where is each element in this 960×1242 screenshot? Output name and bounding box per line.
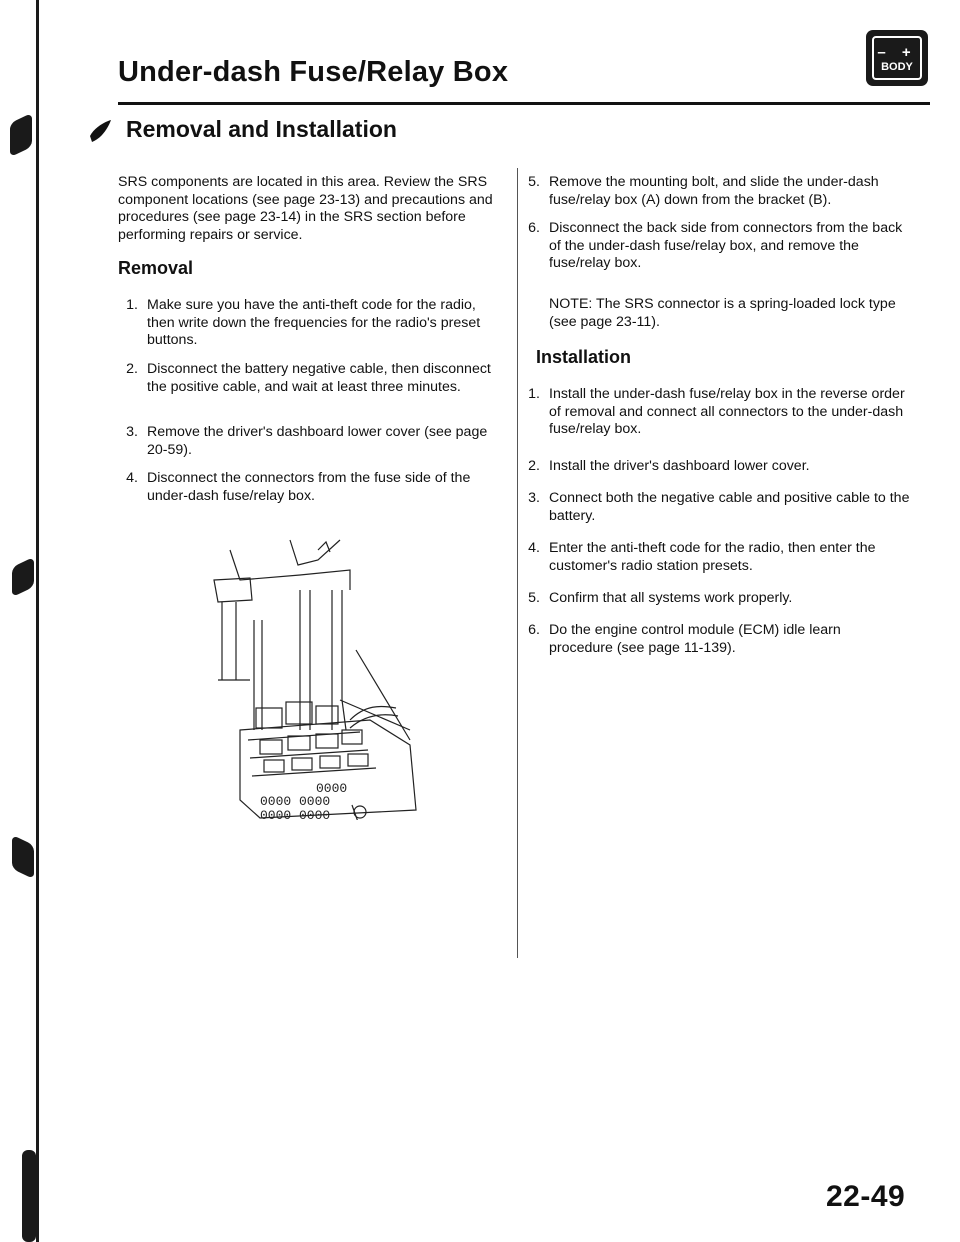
page-title: Under-dash Fuse/Relay Box [118, 56, 509, 88]
step-text: Install the under-dash fuse/relay box in the reverse order of removal and connect all connectors to the under-dash fuse/relay box. [549, 386, 905, 437]
body-section-badge [866, 30, 928, 86]
step-number: 5. [528, 174, 540, 190]
badge-label: BODY [881, 61, 913, 73]
step-number: 3. [528, 490, 540, 506]
svg-text:0000 0000: 0000 0000 [260, 794, 331, 809]
binding-edge [36, 0, 39, 1242]
badge-frame [872, 36, 922, 80]
svg-text:0000 0000: 0000 0000 [260, 808, 331, 820]
step-text: Do the engine control module (ECM) idle learn procedure (see page 11-139). [549, 622, 841, 656]
step-number: 3. [126, 424, 138, 440]
step-text: Remove the driver's dashboard lower cover (see page 20-59). [147, 424, 488, 458]
intro-paragraph: SRS components are located in this area. Review the SRS component locations (see page 23-13) and precautions and procedures (see page 23-14) in the SRS section before performing repairs or service. [118, 174, 493, 243]
step-number: 1. [528, 386, 540, 402]
page-number: 22-49 [826, 1180, 906, 1213]
binding-mark [12, 557, 34, 597]
step-text: Enter the anti-theft code for the radio, then enter the customer's radio station presets. [549, 540, 876, 574]
step-number: 5. [528, 590, 540, 606]
fuse-relay-box-illustration [200, 530, 440, 820]
step-number: 2. [528, 458, 540, 474]
step-text: Connect both the negative cable and positive cable to the battery. [549, 490, 910, 524]
svg-text:0000: 0000 [316, 781, 348, 796]
step-number: 4. [528, 540, 540, 556]
step-text: Confirm that all systems work properly. [549, 590, 793, 606]
title-rule [118, 102, 930, 105]
step-number: 6. [528, 622, 540, 638]
installation-heading: Installation [536, 347, 632, 367]
step-text: Disconnect the battery negative cable, then disconnect the positive cable, and wait at least three minutes. [147, 361, 491, 395]
binding-mark [12, 835, 34, 879]
step-text: Remove the mounting bolt, and slide the under-dash fuse/relay box (A) down from the bracket (B). [549, 174, 879, 208]
step-number: 6. [528, 220, 540, 236]
step-number: 1. [126, 297, 138, 313]
removal-heading: Removal [118, 258, 194, 278]
battery-icon: – + [877, 44, 917, 61]
step-number: 2. [126, 361, 138, 377]
step-text: Disconnect the connectors from the fuse side of the under-dash fuse/relay box. [147, 470, 471, 504]
step-number: 4. [126, 470, 138, 486]
step-text: Install the driver's dashboard lower cover. [549, 458, 810, 474]
step-text: Disconnect the back side from connectors from the back of the under-dash fuse/relay box, and remove the fuse/relay box. [549, 220, 903, 271]
step-text: Make sure you have the anti-theft code for the radio, then write down the frequencies for the radio's preset buttons. [147, 297, 481, 348]
binding-mark [22, 1150, 36, 1242]
section-title: Removal and Installation [126, 116, 397, 142]
srs-note: NOTE: The SRS connector is a spring-loaded lock type (see page 23-11). [549, 296, 896, 330]
binding-mark [10, 113, 32, 157]
column-divider [517, 168, 518, 958]
section-bullet-icon [88, 118, 112, 144]
